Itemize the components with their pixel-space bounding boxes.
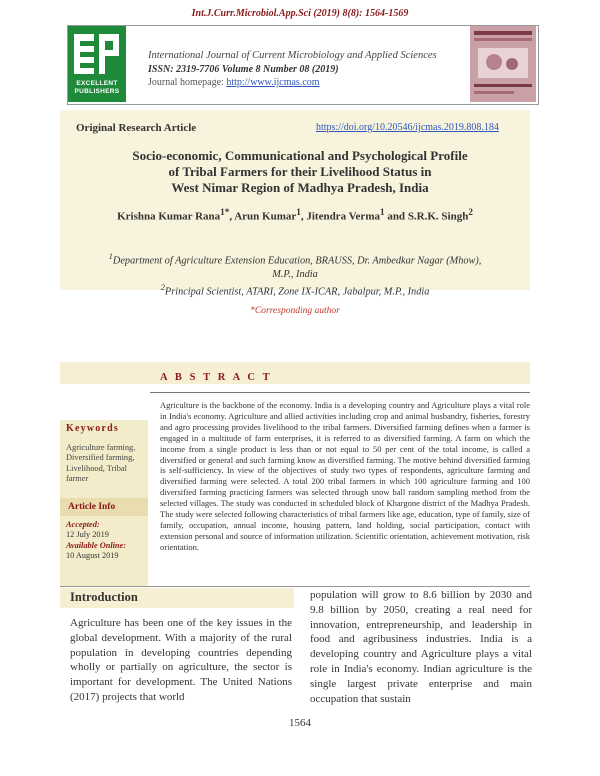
keywords-heading: Keywords xyxy=(66,423,119,434)
author-name: Jitendra Verma xyxy=(306,210,380,223)
introduction-heading: Introduction xyxy=(70,590,138,604)
page-number: 1564 xyxy=(289,717,311,729)
journal-issn: ISSN: 2319-7706 Volume 8 Number 08 (2019) xyxy=(148,64,339,75)
abstract-text: Agriculture is the backbone of the economy. India is a developing country and Agriculture plays a vital role in India's economy. Agriculture and allied activities including crop and animal husbandry, fisheries, forestry and agro processing provides livelihood to the tribal farmers. Diversified farming defines when a farmer is engaged in a multitude of farm enterprises, it is referred to as diversified farming. A farm on which the income from a single product is less than or not equal to 50 per cent of the total income, is called a diversified or general and such farming know as diversified farming. The motive behind diversified farming is self-sufficiency. In view of the objectives of study two types of respondents, agriculture farming and diversified farming were selected. A total 200 tribal farmers in which 100 agriculture farming and 100 diversified farming practicing farmers was selected through snow ball random sampling method from the selected villages. The study was conducted in scheduled block of Khargone district of the Madhya Pradesh. The study were selected following characteristics of tribal farmers like age, education, type of family, size of family, occupation, annual income, housing pattern, land holding, social participation, contact with extension personal and source of information utilization. Scientific orientation, achievement motivation, risk orientation. xyxy=(160,400,530,552)
author-list: Krishna Kumar Rana$^{1*}$, Arun Kumar$^1$, Jitendra Verma$^1$ and S.R.K. Singh$^2$ xyxy=(117,207,473,223)
abstract-heading-band xyxy=(60,362,530,384)
journal-citation: Int.J.Curr.Microbiol.App.Sci (2019) 8(8): 1564-1569 xyxy=(191,8,409,19)
divider xyxy=(60,586,530,587)
author-name: Arun Kumar xyxy=(234,210,297,223)
author-name: Krishna Kumar Rana xyxy=(117,210,221,223)
publisher-logo-text: EXCELLENT PUBLISHERS xyxy=(74,80,120,95)
ep-logo-icon xyxy=(72,32,122,78)
body-text-column-1: Agriculture has been one of the key issues in the global development. With a majority of the rural population in developing countries depending wholly or partially on agriculture, the sector is important for development. The United Nations (2017) projects that world xyxy=(70,617,292,703)
abstract-heading: A B S T R A C T xyxy=(160,372,273,383)
affiliations: $^1$Department of Agriculture Extension Education, BRAUSS, Dr. Ambedkar Nagar (Mhow), M.P., India $^2$Principal Scientist, ATARI, Zone IX-ICAR, Jabalpur, M.P., India xyxy=(108,251,482,298)
homepage-link[interactable]: http://www.ijcmas.com xyxy=(226,77,320,88)
article-title: Socio-economic, Communicational and Psychological Profile of Tribal Farmers for their Livelihood Status in West Nimar Region of Madhya Pradesh, India xyxy=(132,148,468,195)
article-type: Original Research Article xyxy=(76,122,197,134)
doi-link[interactable]: https://doi.org/10.20546/ijcmas.2019.808.184 xyxy=(316,122,499,133)
author-name: S.R.K. Singh xyxy=(407,210,469,223)
body-text-column-2: population will grow to 8.6 billion by 2030 and 9.8 billion by 2050, creating a real need for innovation, entrepreneurship, and leadership in food and agribusiness industries. India is a developing country and Agriculture plays a vital role in India's economy. Indian agriculture is the single largest private enterprise and main occupation that sustain xyxy=(310,589,532,705)
journal-title: International Journal of Current Microbiology and Applied Sciences xyxy=(148,50,437,61)
article-info-heading: Article Info xyxy=(60,498,148,516)
article-dates: Accepted: 12 July 2019 Available Online: 10 August 2019 xyxy=(66,520,126,560)
divider xyxy=(150,392,530,393)
corresponding-author-note: *Corresponding author xyxy=(250,306,340,316)
keywords-list: Agriculture farming, Diversified farming, Livelihood, Tribal farmer xyxy=(66,443,136,483)
journal-homepage: Journal homepage: http://www.ijcmas.com xyxy=(148,77,320,88)
publisher-logo xyxy=(68,26,126,102)
journal-cover-thumbnail xyxy=(470,26,536,102)
